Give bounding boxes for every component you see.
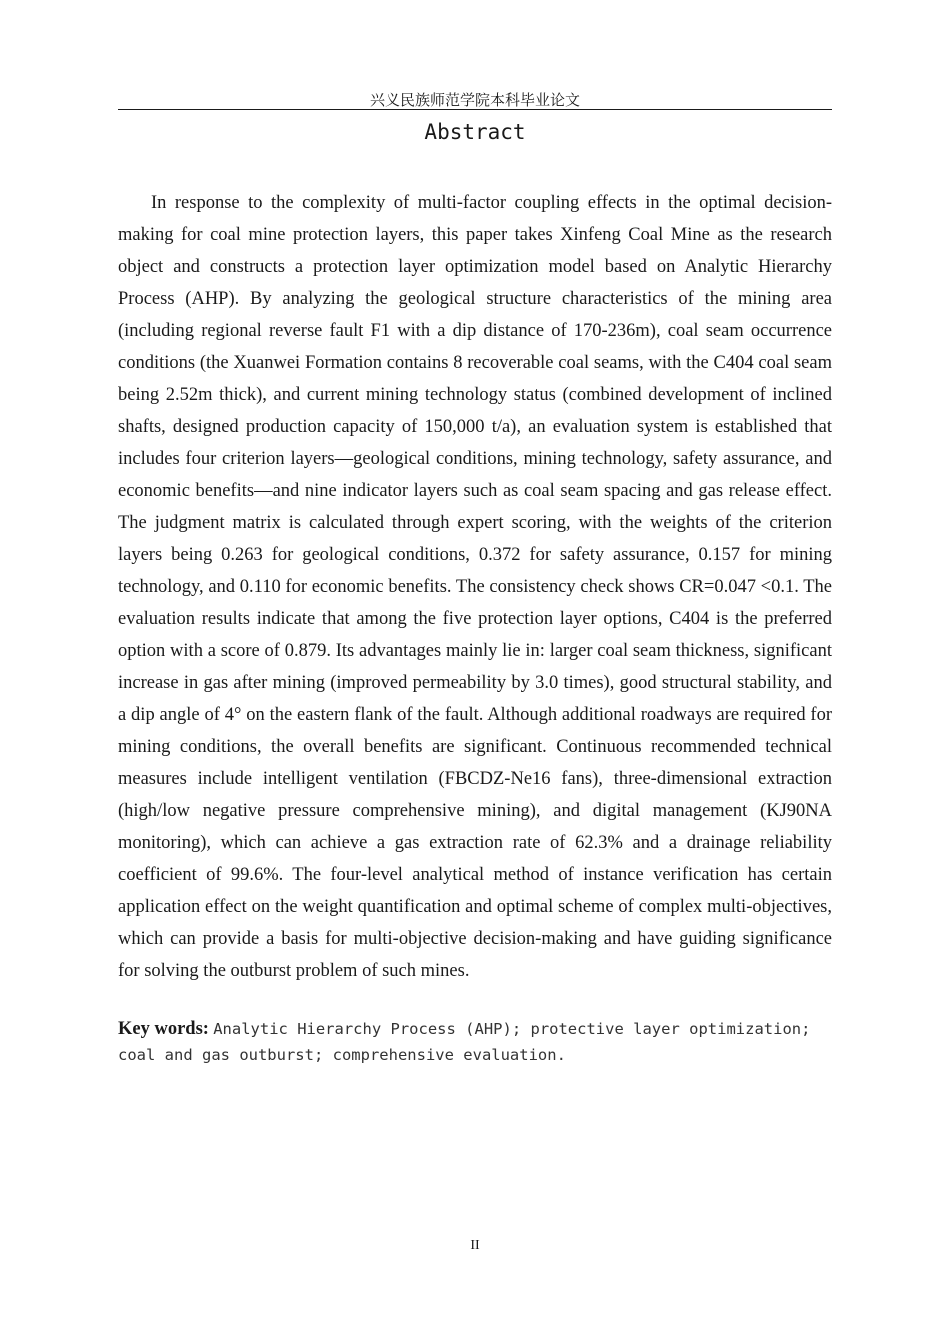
abstract-body: In response to the complexity of multi-factor coupling effects in the optimal decision-making for coal mine protection layers, this paper takes Xinfeng Coal Mine as the research object and constructs a protection layer optimization model based on Analytic Hierarchy Process (AHP). By analyzing the geological structure characteristics of the mining area (including regional reverse fault F1 with a dip distance of 170-236m), coal seam occurrence conditions (the Xuanwei Formation contains 8 recoverable coal seams, with the C404 coal seam being 2.52m thick), and current mining technology status (combined development of inclined shafts, designed production capacity of 150,000 t/a), an evaluation system is established that includes four criterion layers—geological conditions, mining technology, safety assurance, and economic benefits—and nine indicator layers such as coal seam spacing and gas release effect. The judgment matrix is calculated through expert scoring, with the weights of the criterion layers being 0.263 for geological conditions, 0.372 for safety assurance, 0.157 for mining technology, and 0.110 for economic benefits. The consistency check shows CR=0.047 <0.1. The evaluation results indicate that among the five protection layer options, C404 is the preferred option with a score of 0.879. Its advantages mainly lie in: larger coal seam thickness, significant increase in gas after mining (improved permeability by 3.0 times), good structural stability, and a dip angle of 4° on the eastern flank of the fault. Although additional roadways are required for mining conditions, the overall benefits are significant. Continuous recommended technical measures include intelligent ventilation (FBCDZ-Ne16 fans), three-dimensional extraction (high/low negative pressure comprehensive mining), and digital management (KJ90NA monitoring), which can achieve a gas extraction rate of 62.3% and a drainage reliability coefficient of 99.6%. The four-level analytical method of instance verification has certain application effect on the weight quantification and optimal scheme of complex multi-objectives, which can provide a basis for multi-objective decision-making and have guiding significance for solving the outburst problem of such mines. (118, 193, 832, 981)
keywords (118, 1016, 832, 1068)
abstract-title: Abstract (424, 120, 526, 144)
page-number: II (470, 1238, 480, 1253)
running-header: 兴义民族师范学院本科毕业论文 (369, 91, 580, 109)
header-rule (118, 109, 832, 110)
keywords-label: Key words: (118, 1019, 209, 1039)
keywords-text: Analytic Hierarchy Process (AHP); protective layer optimization; coal and gas outburst; comprehensive evaluation. (118, 1020, 811, 1064)
